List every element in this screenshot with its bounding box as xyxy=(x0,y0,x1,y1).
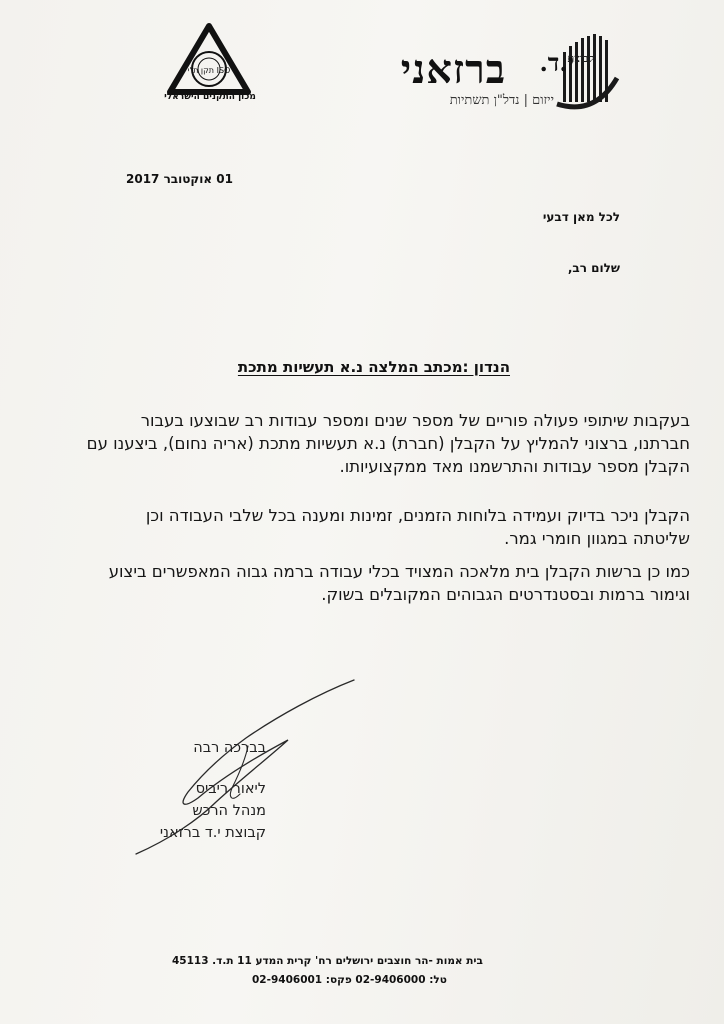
paragraph-line: הקבלן מספר עבודות והתרשמנו מאד ממקצועיותו. xyxy=(339,457,690,476)
footer-address: בית אמות -הר חוצבים ירושלים רח' קרית המדע 11 ת.ד. 45113 xyxy=(172,955,483,967)
paragraph-line: וגימור ברמות ובסטנדרטים הגבוהים המקובלים בשוק. xyxy=(321,585,690,604)
subject-line: הנדון :מכתב המלצה נ.א תעשיות מתכת xyxy=(237,358,510,376)
seal-inner-text: תקן ת"י ISO xyxy=(187,66,231,75)
paragraph-line: כמו כן ברשות הקבלן בית מלאכה המצויד בכלי עבודה ברמה גבוה המאפשרים ביצוע xyxy=(108,562,690,581)
recipient-line: לכל מאן דבעי xyxy=(542,210,620,224)
brand-group-label: קבוצת xyxy=(567,52,594,65)
letter-date: 01 אוקטובר 2017 xyxy=(126,172,233,186)
body-paragraph-2 xyxy=(50,504,690,550)
institute-caption: מכון התקנים הישראלי xyxy=(164,92,256,102)
standards-institute-seal-icon xyxy=(166,22,252,98)
body-paragraph-3 xyxy=(50,560,690,606)
signer-company: קבוצת י.ד ברזאני xyxy=(159,825,266,841)
signer-name: ליאור ריביס xyxy=(195,781,266,797)
paragraph-line: שליטתה במגוון חומרי גמר. xyxy=(504,529,690,548)
brand-name: ברזאני xyxy=(400,46,506,93)
greeting-line: שלום רב, xyxy=(567,261,620,275)
closing-line: בברכה רבה xyxy=(193,740,266,756)
brand-tagline: ייזום | נדל"ן תשתיות xyxy=(449,93,554,108)
footer-phone: טל: 02-9406000 פקס: 02-9406001 xyxy=(252,974,447,986)
paragraph-line: חברתנו, ברצוני להמליץ על הקבלן (חברת) נ.א תעשיות מתכת (אריה נחום), ביצענו עם xyxy=(86,434,690,453)
paragraph-line: בעקבות שיתופי פעולה פוריים של מספר שנים ומספר עבודות רב שבוצעו בעבור xyxy=(140,411,690,430)
signer-title: מנהל הרכש xyxy=(192,803,266,819)
paragraph-line: הקבלן ניכר בדיוק ועמידה בלוחות הזמנים, זמינות ומענה בכל שלבי העבודה וכן xyxy=(145,506,690,525)
brand-initials: י.ד. xyxy=(539,48,574,77)
body-paragraph-1 xyxy=(50,409,690,478)
